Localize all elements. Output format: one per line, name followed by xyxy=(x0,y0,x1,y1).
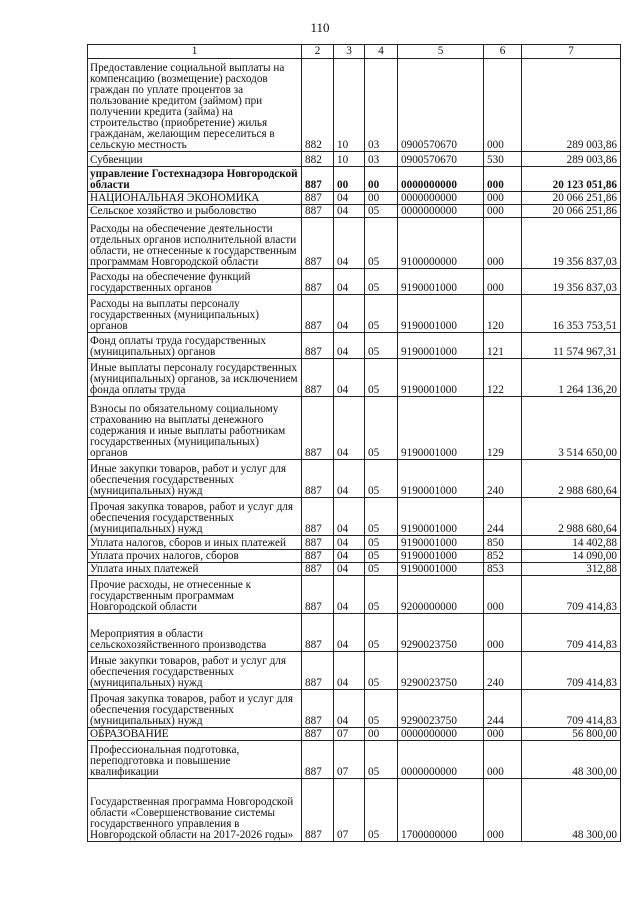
row-amount-cell: 289 003,86 xyxy=(522,152,621,167)
row-name-cell: Иные закупки товаров, работ и услуг для обеспечения государственных (муниципальных) нужд xyxy=(88,460,302,498)
row-type-cell: 850 xyxy=(484,536,522,550)
row-code-cell: 887 xyxy=(302,741,334,779)
row-code-cell: 887 xyxy=(302,498,334,536)
row-name-cell: ОБРАЗОВАНИЕ xyxy=(88,728,302,741)
row-subsection-cell: 03 xyxy=(365,152,398,167)
row-subsection-cell: 05 xyxy=(365,563,398,576)
row-name-cell: Уплата иных платежей xyxy=(88,563,302,576)
row-amount-cell: 56 800,00 xyxy=(522,728,621,741)
row-type-cell: 240 xyxy=(484,460,522,498)
row-type-cell: 853 xyxy=(484,563,522,576)
table-row xyxy=(88,614,621,652)
header-cell: 1 xyxy=(88,45,302,59)
row-code-cell: 887 xyxy=(302,576,334,614)
row-subsection-cell: 05 xyxy=(365,359,398,397)
row-name-cell: Иные закупки товаров, работ и услуг для обеспечения государственных (муниципальных) нужд xyxy=(88,652,302,690)
row-amount-cell: 20 066 251,86 xyxy=(522,192,621,205)
row-target-cell: 9190001000 xyxy=(398,536,484,550)
row-target-cell: 1700000000 xyxy=(398,779,484,842)
table-row xyxy=(88,563,621,576)
row-subsection-cell: 05 xyxy=(365,333,398,359)
row-target-cell: 9190001000 xyxy=(398,333,484,359)
table-row xyxy=(88,536,621,550)
row-amount-cell: 3 514 650,00 xyxy=(522,397,621,460)
row-section-cell: 04 xyxy=(334,397,365,460)
header-cell: 3 xyxy=(334,45,365,59)
row-name-cell: Уплата налогов, сборов и иных платежей xyxy=(88,536,302,550)
row-target-cell: 9290023750 xyxy=(398,652,484,690)
row-section-cell: 04 xyxy=(334,652,365,690)
row-amount-cell: 709 414,83 xyxy=(522,652,621,690)
row-section-cell: 04 xyxy=(334,295,365,333)
row-section-cell: 04 xyxy=(334,614,365,652)
row-code-cell: 887 xyxy=(302,690,334,728)
row-name-cell: Прочие расходы, не отнесенные к государственным программам Новгородской области xyxy=(88,576,302,614)
row-section-cell: 04 xyxy=(334,563,365,576)
row-subsection-cell: 00 xyxy=(365,167,398,192)
row-target-cell: 0900570670 xyxy=(398,152,484,167)
row-type-cell: 000 xyxy=(484,167,522,192)
row-name-cell: Мероприятия в области сельскохозяйственного производства xyxy=(88,614,302,652)
row-code-cell: 887 xyxy=(302,536,334,550)
row-name-cell: Расходы на обеспечение деятельности отдельных органов исполнительной власти области, не отнесенные к государственным программам Новгородской области xyxy=(88,218,302,269)
row-subsection-cell: 05 xyxy=(365,205,398,218)
row-subsection-cell: 05 xyxy=(365,295,398,333)
row-name-cell: Иные выплаты персоналу государственных (муниципальных) органов, за исключением фонда оплаты труда xyxy=(88,359,302,397)
table-row xyxy=(88,152,621,167)
row-target-cell: 0000000000 xyxy=(398,192,484,205)
table-row xyxy=(88,498,621,536)
row-target-cell: 0000000000 xyxy=(398,205,484,218)
row-type-cell: 530 xyxy=(484,152,522,167)
row-target-cell: 9290023750 xyxy=(398,614,484,652)
row-type-cell: 244 xyxy=(484,498,522,536)
row-target-cell: 0000000000 xyxy=(398,741,484,779)
row-type-cell: 000 xyxy=(484,576,522,614)
row-section-cell: 07 xyxy=(334,741,365,779)
table-row xyxy=(88,397,621,460)
row-subsection-cell: 05 xyxy=(365,550,398,563)
row-code-cell: 887 xyxy=(302,359,334,397)
row-type-cell: 240 xyxy=(484,652,522,690)
row-code-cell: 887 xyxy=(302,397,334,460)
row-name-cell: Расходы на выплаты персоналу государственных (муниципальных) органов xyxy=(88,295,302,333)
row-section-cell: 04 xyxy=(334,690,365,728)
row-type-cell: 000 xyxy=(484,192,522,205)
row-amount-cell: 20 123 051,86 xyxy=(522,167,621,192)
row-type-cell: 129 xyxy=(484,397,522,460)
row-code-cell: 882 xyxy=(302,59,334,152)
row-target-cell: 9190001000 xyxy=(398,359,484,397)
row-target-cell: 9190001000 xyxy=(398,269,484,295)
row-subsection-cell: 03 xyxy=(365,59,398,152)
row-section-cell: 04 xyxy=(334,218,365,269)
table-row xyxy=(88,167,621,192)
header-cell: 4 xyxy=(365,45,398,59)
row-amount-cell: 289 003,86 xyxy=(522,59,621,152)
row-section-cell: 04 xyxy=(334,498,365,536)
page-number: 110 xyxy=(310,20,330,35)
row-amount-cell: 709 414,83 xyxy=(522,614,621,652)
row-subsection-cell: 05 xyxy=(365,741,398,779)
row-subsection-cell: 05 xyxy=(365,460,398,498)
row-target-cell: 9290023750 xyxy=(398,690,484,728)
table-row xyxy=(88,690,621,728)
row-name-cell: Взносы по обязательному социальному страхованию на выплаты денежного содержания и иные выплаты работникам государственных (муниципальных) органов xyxy=(88,397,302,460)
row-section-cell: 04 xyxy=(334,576,365,614)
row-type-cell: 244 xyxy=(484,690,522,728)
row-section-cell: 10 xyxy=(334,152,365,167)
row-type-cell: 000 xyxy=(484,779,522,842)
row-code-cell: 887 xyxy=(302,218,334,269)
row-amount-cell: 20 066 251,86 xyxy=(522,205,621,218)
row-name-cell: Прочая закупка товаров, работ и услуг для обеспечения государственных (муниципальных) нужд xyxy=(88,498,302,536)
row-target-cell: 9190001000 xyxy=(398,498,484,536)
row-type-cell: 000 xyxy=(484,269,522,295)
row-name-cell: Уплата прочих налогов, сборов xyxy=(88,550,302,563)
row-type-cell: 120 xyxy=(484,295,522,333)
header-cell: 2 xyxy=(302,45,334,59)
row-subsection-cell: 05 xyxy=(365,576,398,614)
table-row xyxy=(88,550,621,563)
row-type-cell: 000 xyxy=(484,741,522,779)
row-name-cell: НАЦИОНАЛЬНАЯ ЭКОНОМИКА xyxy=(88,192,302,205)
row-section-cell: 04 xyxy=(334,333,365,359)
table-row xyxy=(88,576,621,614)
row-amount-cell: 11 574 967,31 xyxy=(522,333,621,359)
row-code-cell: 887 xyxy=(302,167,334,192)
table-row xyxy=(88,779,621,842)
row-section-cell: 07 xyxy=(334,728,365,741)
row-code-cell: 882 xyxy=(302,152,334,167)
row-target-cell: 9190001000 xyxy=(398,563,484,576)
row-section-cell: 04 xyxy=(334,359,365,397)
row-subsection-cell: 05 xyxy=(365,536,398,550)
row-amount-cell: 2 988 680,64 xyxy=(522,460,621,498)
header-cell: 6 xyxy=(484,45,522,59)
row-amount-cell: 709 414,83 xyxy=(522,690,621,728)
row-section-cell: 04 xyxy=(334,550,365,563)
table-header-row xyxy=(88,45,621,59)
row-code-cell: 887 xyxy=(302,550,334,563)
row-section-cell: 10 xyxy=(334,59,365,152)
row-name-cell: Прочая закупка товаров, работ и услуг для обеспечения государственных (муниципальных) нужд xyxy=(88,690,302,728)
row-code-cell: 887 xyxy=(302,333,334,359)
table-row xyxy=(88,269,621,295)
row-target-cell: 9100000000 xyxy=(398,218,484,269)
table-row xyxy=(88,652,621,690)
row-target-cell: 9190001000 xyxy=(398,295,484,333)
row-code-cell: 887 xyxy=(302,652,334,690)
row-code-cell: 887 xyxy=(302,192,334,205)
row-amount-cell: 19 356 837,03 xyxy=(522,218,621,269)
table-row xyxy=(88,59,621,152)
row-section-cell: 04 xyxy=(334,269,365,295)
row-name-cell: Профессиональная подготовка, переподготовка и повышение квалификации xyxy=(88,741,302,779)
row-subsection-cell: 05 xyxy=(365,690,398,728)
table-row xyxy=(88,295,621,333)
row-subsection-cell: 05 xyxy=(365,652,398,690)
row-subsection-cell: 05 xyxy=(365,269,398,295)
row-code-cell: 887 xyxy=(302,614,334,652)
table-row xyxy=(88,192,621,205)
row-name-cell: управление Гостехнадзора Новгородской области xyxy=(88,167,302,192)
row-amount-cell: 14 090,00 xyxy=(522,550,621,563)
row-amount-cell: 2 988 680,64 xyxy=(522,498,621,536)
row-amount-cell: 16 353 753,51 xyxy=(522,295,621,333)
row-name-cell: Расходы на обеспечение функций государственных органов xyxy=(88,269,302,295)
row-subsection-cell: 05 xyxy=(365,498,398,536)
row-subsection-cell: 00 xyxy=(365,728,398,741)
table-row xyxy=(88,460,621,498)
row-code-cell: 887 xyxy=(302,460,334,498)
row-amount-cell: 19 356 837,03 xyxy=(522,269,621,295)
row-target-cell: 9200000000 xyxy=(398,576,484,614)
row-target-cell: 0000000000 xyxy=(398,728,484,741)
row-amount-cell: 48 300,00 xyxy=(522,779,621,842)
table-row xyxy=(88,359,621,397)
row-code-cell: 887 xyxy=(302,779,334,842)
row-name-cell: Сельское хозяйство и рыболовство xyxy=(88,205,302,218)
row-code-cell: 887 xyxy=(302,728,334,741)
row-type-cell: 122 xyxy=(484,359,522,397)
row-name-cell: Субвенции xyxy=(88,152,302,167)
table-row xyxy=(88,741,621,779)
row-section-cell: 04 xyxy=(334,205,365,218)
row-name-cell: Предоставление социальной выплаты на компенсацию (возмещение) расходов граждан по уплате процентов за пользование кредитом (займом) при получении кредита (займа) на строительство (приобретение) жилья гражданам, желающим переселиться в сельскую местность xyxy=(88,59,302,152)
row-subsection-cell: 05 xyxy=(365,779,398,842)
row-type-cell: 000 xyxy=(484,205,522,218)
header-cell: 5 xyxy=(398,45,484,59)
row-subsection-cell: 05 xyxy=(365,218,398,269)
row-section-cell: 07 xyxy=(334,779,365,842)
row-subsection-cell: 05 xyxy=(365,397,398,460)
row-target-cell: 0000000000 xyxy=(398,167,484,192)
budget-table xyxy=(87,44,621,842)
row-code-cell: 887 xyxy=(302,563,334,576)
row-code-cell: 887 xyxy=(302,269,334,295)
row-section-cell: 04 xyxy=(334,460,365,498)
row-amount-cell: 1 264 136,20 xyxy=(522,359,621,397)
row-type-cell: 000 xyxy=(484,728,522,741)
row-section-cell: 04 xyxy=(334,192,365,205)
row-type-cell: 121 xyxy=(484,333,522,359)
row-code-cell: 887 xyxy=(302,205,334,218)
row-type-cell: 852 xyxy=(484,550,522,563)
table-row xyxy=(88,218,621,269)
table-row xyxy=(88,728,621,741)
row-name-cell: Фонд оплаты труда государственных (муниципальных) органов xyxy=(88,333,302,359)
table-row xyxy=(88,333,621,359)
row-name-cell: Государственная программа Новгородской области «Совершенствование системы государственного управления в Новгородской области на 2017-2026 годы» xyxy=(88,779,302,842)
header-cell: 7 xyxy=(522,45,621,59)
row-subsection-cell: 05 xyxy=(365,614,398,652)
row-subsection-cell: 00 xyxy=(365,192,398,205)
row-type-cell: 000 xyxy=(484,59,522,152)
row-target-cell: 9190001000 xyxy=(398,550,484,563)
row-amount-cell: 48 300,00 xyxy=(522,741,621,779)
row-type-cell: 000 xyxy=(484,614,522,652)
row-target-cell: 9190001000 xyxy=(398,460,484,498)
row-target-cell: 9190001000 xyxy=(398,397,484,460)
row-section-cell: 00 xyxy=(334,167,365,192)
row-amount-cell: 14 402,88 xyxy=(522,536,621,550)
table-row xyxy=(88,205,621,218)
row-section-cell: 04 xyxy=(334,536,365,550)
row-amount-cell: 709 414,83 xyxy=(522,576,621,614)
row-target-cell: 0900570670 xyxy=(398,59,484,152)
row-amount-cell: 312,88 xyxy=(522,563,621,576)
row-code-cell: 887 xyxy=(302,295,334,333)
row-type-cell: 000 xyxy=(484,218,522,269)
